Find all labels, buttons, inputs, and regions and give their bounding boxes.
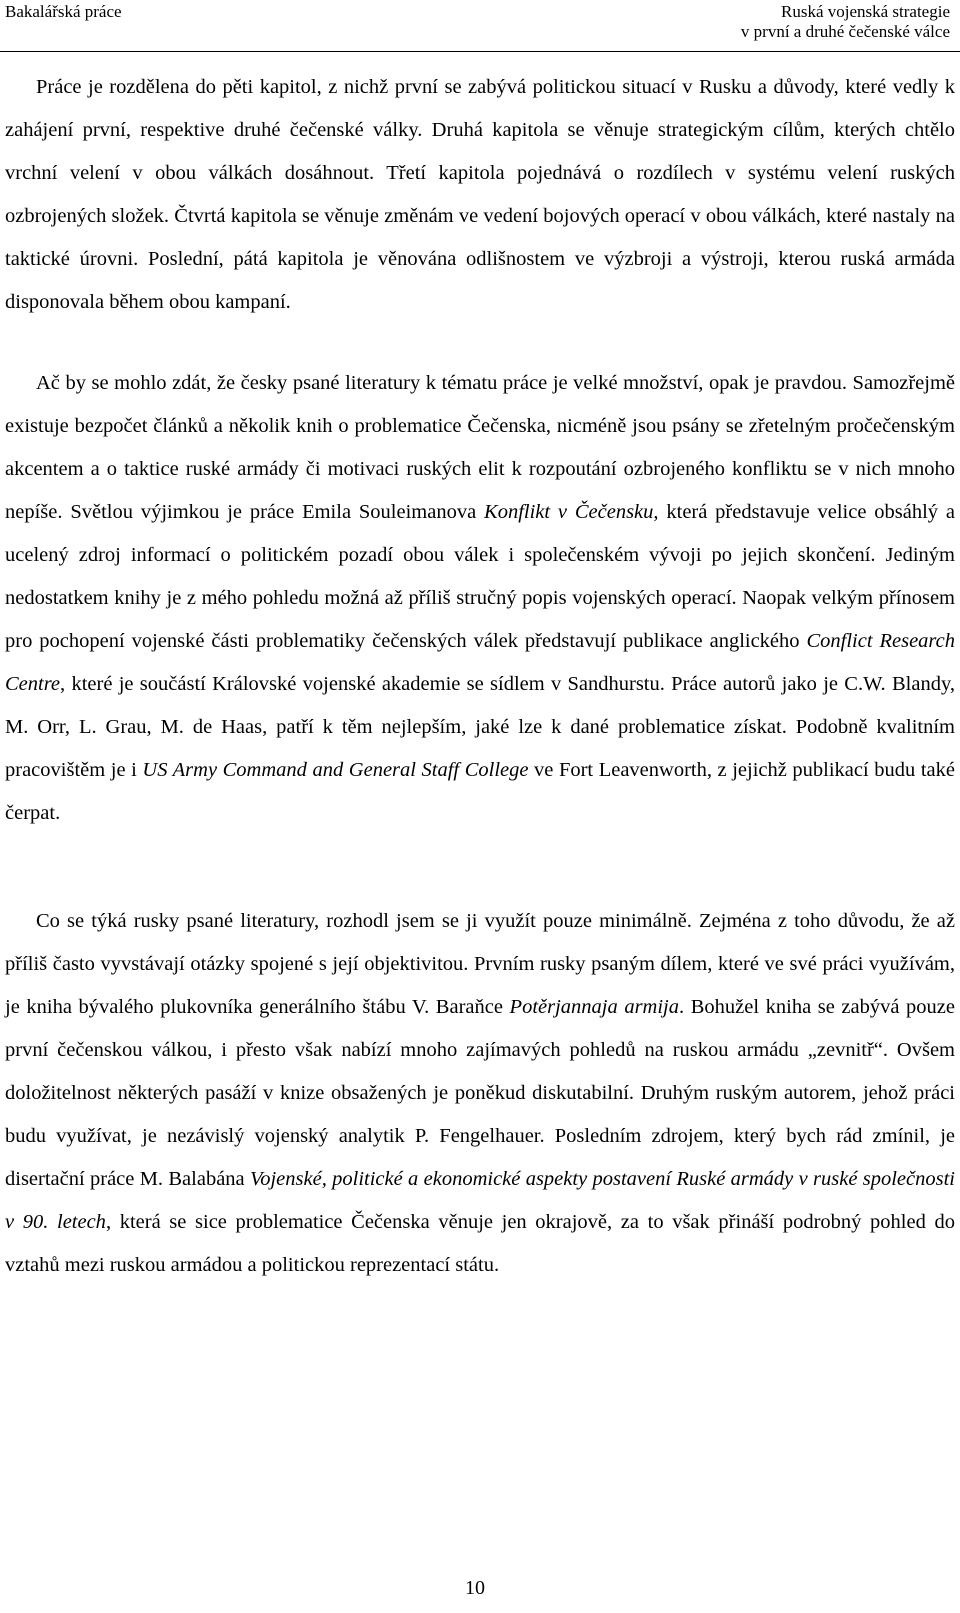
header-title-line-1: Ruská vojenská strategie: [780, 2, 950, 21]
paragraph-chapters-overview: Práce je rozdělena do pěti kapitol, z nichž první se zabývá politickou situací v Rusku a důvody, které vedly k zahájení první, respektive druhé čečenské války. Druhá kapitola se věnuje strategickým cílům, kterých chtělo vrchní velení v obou válkách dosáhnout. Třetí kapitola pojednává o rozdílech v systému velení ruských ozbrojených složek. Čtvrtá kapitola se věnuje změnám ve vedení bojových operací v obou válkách, které nastaly na taktické úrovni. Poslední, pátá kapitola je věnována odlišnostem ve výzbroji a výstroji, kterou ruská armáda disponovala během obou kampaní.: [5, 76, 955, 313]
text-run: . Bohužel kniha se zabývá pouze první čečenskou válkou, i přesto však nabízí mnoho zajímavých pohledů na ruskou armádu „zevnitř“. Ovšem doložitelnost některých pasáží v knize obsažených je poněkud diskutabilní. Druhým ruským autorem, jehož práci budu využívat, je nezávislý vojenský analytik P. Fengelhauer. Posledním zdrojem, který bych rád zmínil, je disertační práce M. Balabána: [5, 996, 956, 1190]
header-title-line-2: v první a druhé čečenské válce: [740, 22, 950, 41]
book-title-italic: Konflikt v Čečensku: [484, 501, 654, 523]
paragraph-czech-literature: [5, 362, 955, 835]
institution-name-italic: US Army Command and General Staff College: [142, 759, 529, 781]
text-run: , která představuje velice obsáhlý a ucelený zdroj informací o politickém pozadí obou válek i společenském vývoji po jejich skončení. Jediným nedostatkem knihy je z mého pohledu možná až příliš stručný popis vojenských operací. Naopak velkým přínosem pro pochopení vojenské části problematiky čečenských válek představují publikace anglického: [5, 501, 955, 652]
page-number: 10: [465, 1577, 485, 1599]
text-run: ve Fort Leavenworth, z jejichž publikací budu také čerpat.: [5, 759, 955, 824]
page-body: [5, 66, 955, 1287]
text-run: , která se sice problematice Čečenska věnuje jen okrajově, za to však přináší podrobný pohled do vztahů mezi ruskou armádou a politickou reprezentací státu.: [5, 1211, 955, 1276]
header-thesis-title: [741, 2, 950, 42]
institution-name-italic: Conflict Research Centre: [5, 630, 955, 695]
text-run: , které je součástí Královské vojenské akademie se sídlem v Sandhurstu. Práce autorů jako je C.W. Blandy, M. Orr, L. Grau, M. de Haas, patří k těm nejlepším, jaké lze k dané problematice získat. Podobně kvalitním pracovištěm je i: [5, 673, 955, 781]
paragraph-russian-literature: [5, 900, 955, 1287]
header-thesis-type: Bakalářská práce: [5, 2, 122, 21]
running-header: [0, 0, 960, 52]
text-run: Ač by se mohlo zdát, že česky psané literatury k tématu práce je velké množství, opak je pravdou. Samozřejmě existuje bezpočet článků a několik knih o problematice Čečenska, nicméně jsou psány se zřetelným pročečenským akcentem a o taktice ruské armády či motivaci ruských elit k rozpoutání ozbrojeného konfliktu se v nich mnoho nepíše. Světlou výjimkou je práce Emila Souleimanova: [5, 372, 955, 523]
book-title-italic: Potěrjannaja armija: [509, 996, 679, 1018]
text-run: Co se týká rusky psané literatury, rozhodl jsem se ji využít pouze minimálně. Zejména z toho důvodu, že až příliš často vyvstávají otázky spojené s její objektivitou. Prvním rusky psaným dílem, které ve své práci využívám, je kniha bývalého plukovníka generálního štábu V. Baraňce: [5, 910, 955, 1018]
dissertation-title-italic: Vojenské, politické a ekonomické aspekty postavení Ruské armády v ruské společnosti v 90. letech: [5, 1168, 955, 1233]
